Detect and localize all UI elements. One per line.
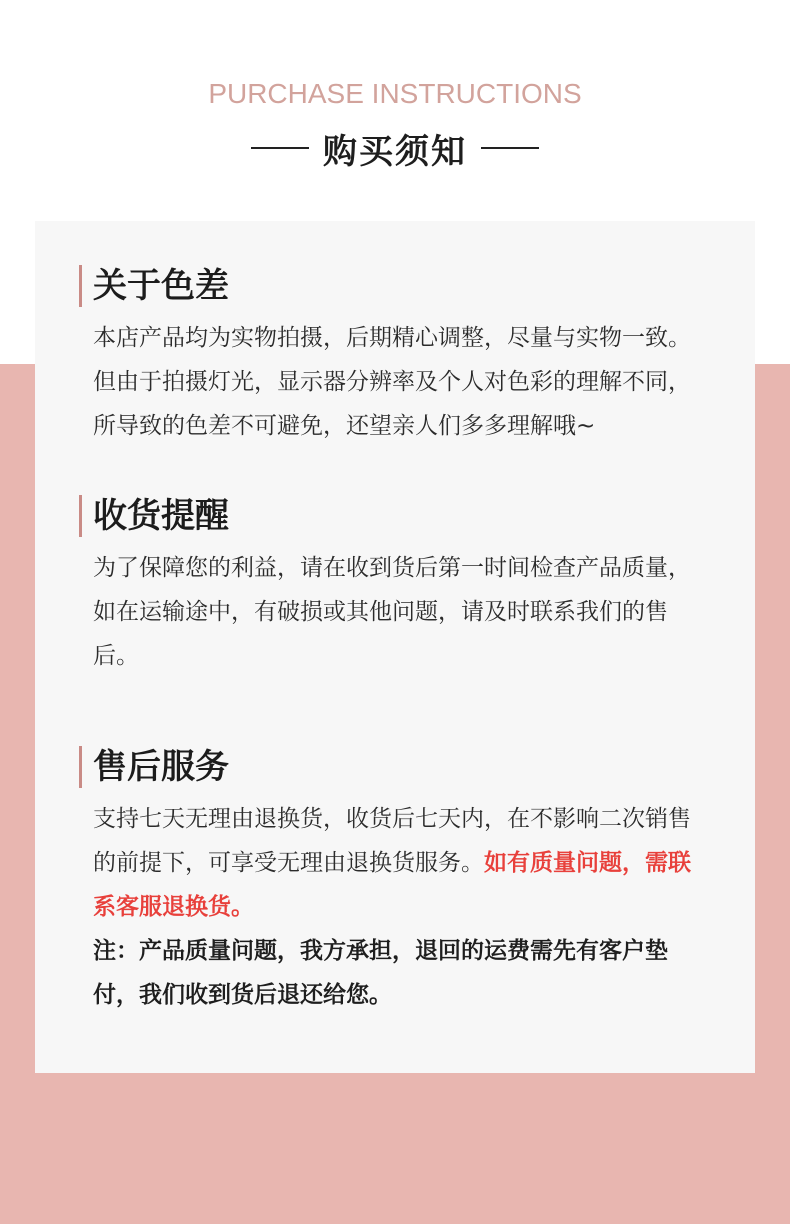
quality-issue-highlight: 如有质量问题，需联系客服退换货。 (93, 850, 691, 920)
section-color-difference (79, 264, 689, 448)
section-delivery-reminder (79, 494, 689, 678)
section-title: 收货提醒 (79, 494, 689, 538)
header-chinese-title: 购买须知 (323, 131, 467, 172)
section-body: 本店产品均为实物拍摄，后期精心调整，尽量与实物一致。但由于拍摄灯光，显示器分辨率及个人对色彩的理解不同，所导致的色差不可避免，还望亲人们多多理解哦~ (93, 325, 691, 439)
after-sales-note: 注：产品质量问题，我方承担，退回的运费需先有客户垫付，我们收到货后退还给您。 (93, 938, 668, 1008)
instructions-card (35, 221, 755, 1073)
header-right-divider (481, 147, 539, 149)
section-title: 售后服务 (79, 745, 689, 789)
section-body (79, 797, 693, 1017)
after-sales-text: 支持七天无理由退换货，收货后七天内，在不影响二次销售的前提下，可享受无理由退换货服务。 (93, 806, 691, 876)
header-english-title: PURCHASE INSTRUCTIONS (208, 78, 582, 109)
section-body: 为了保障您的利益，请在收到货后第一时间检查产品质量，如在运输途中，有破损或其他问题，请及时联系我们的售后。 (93, 555, 691, 669)
header-chinese-row (0, 124, 790, 172)
header-left-divider (251, 147, 309, 149)
section-after-sales (79, 745, 689, 1017)
section-title: 关于色差 (79, 264, 689, 308)
